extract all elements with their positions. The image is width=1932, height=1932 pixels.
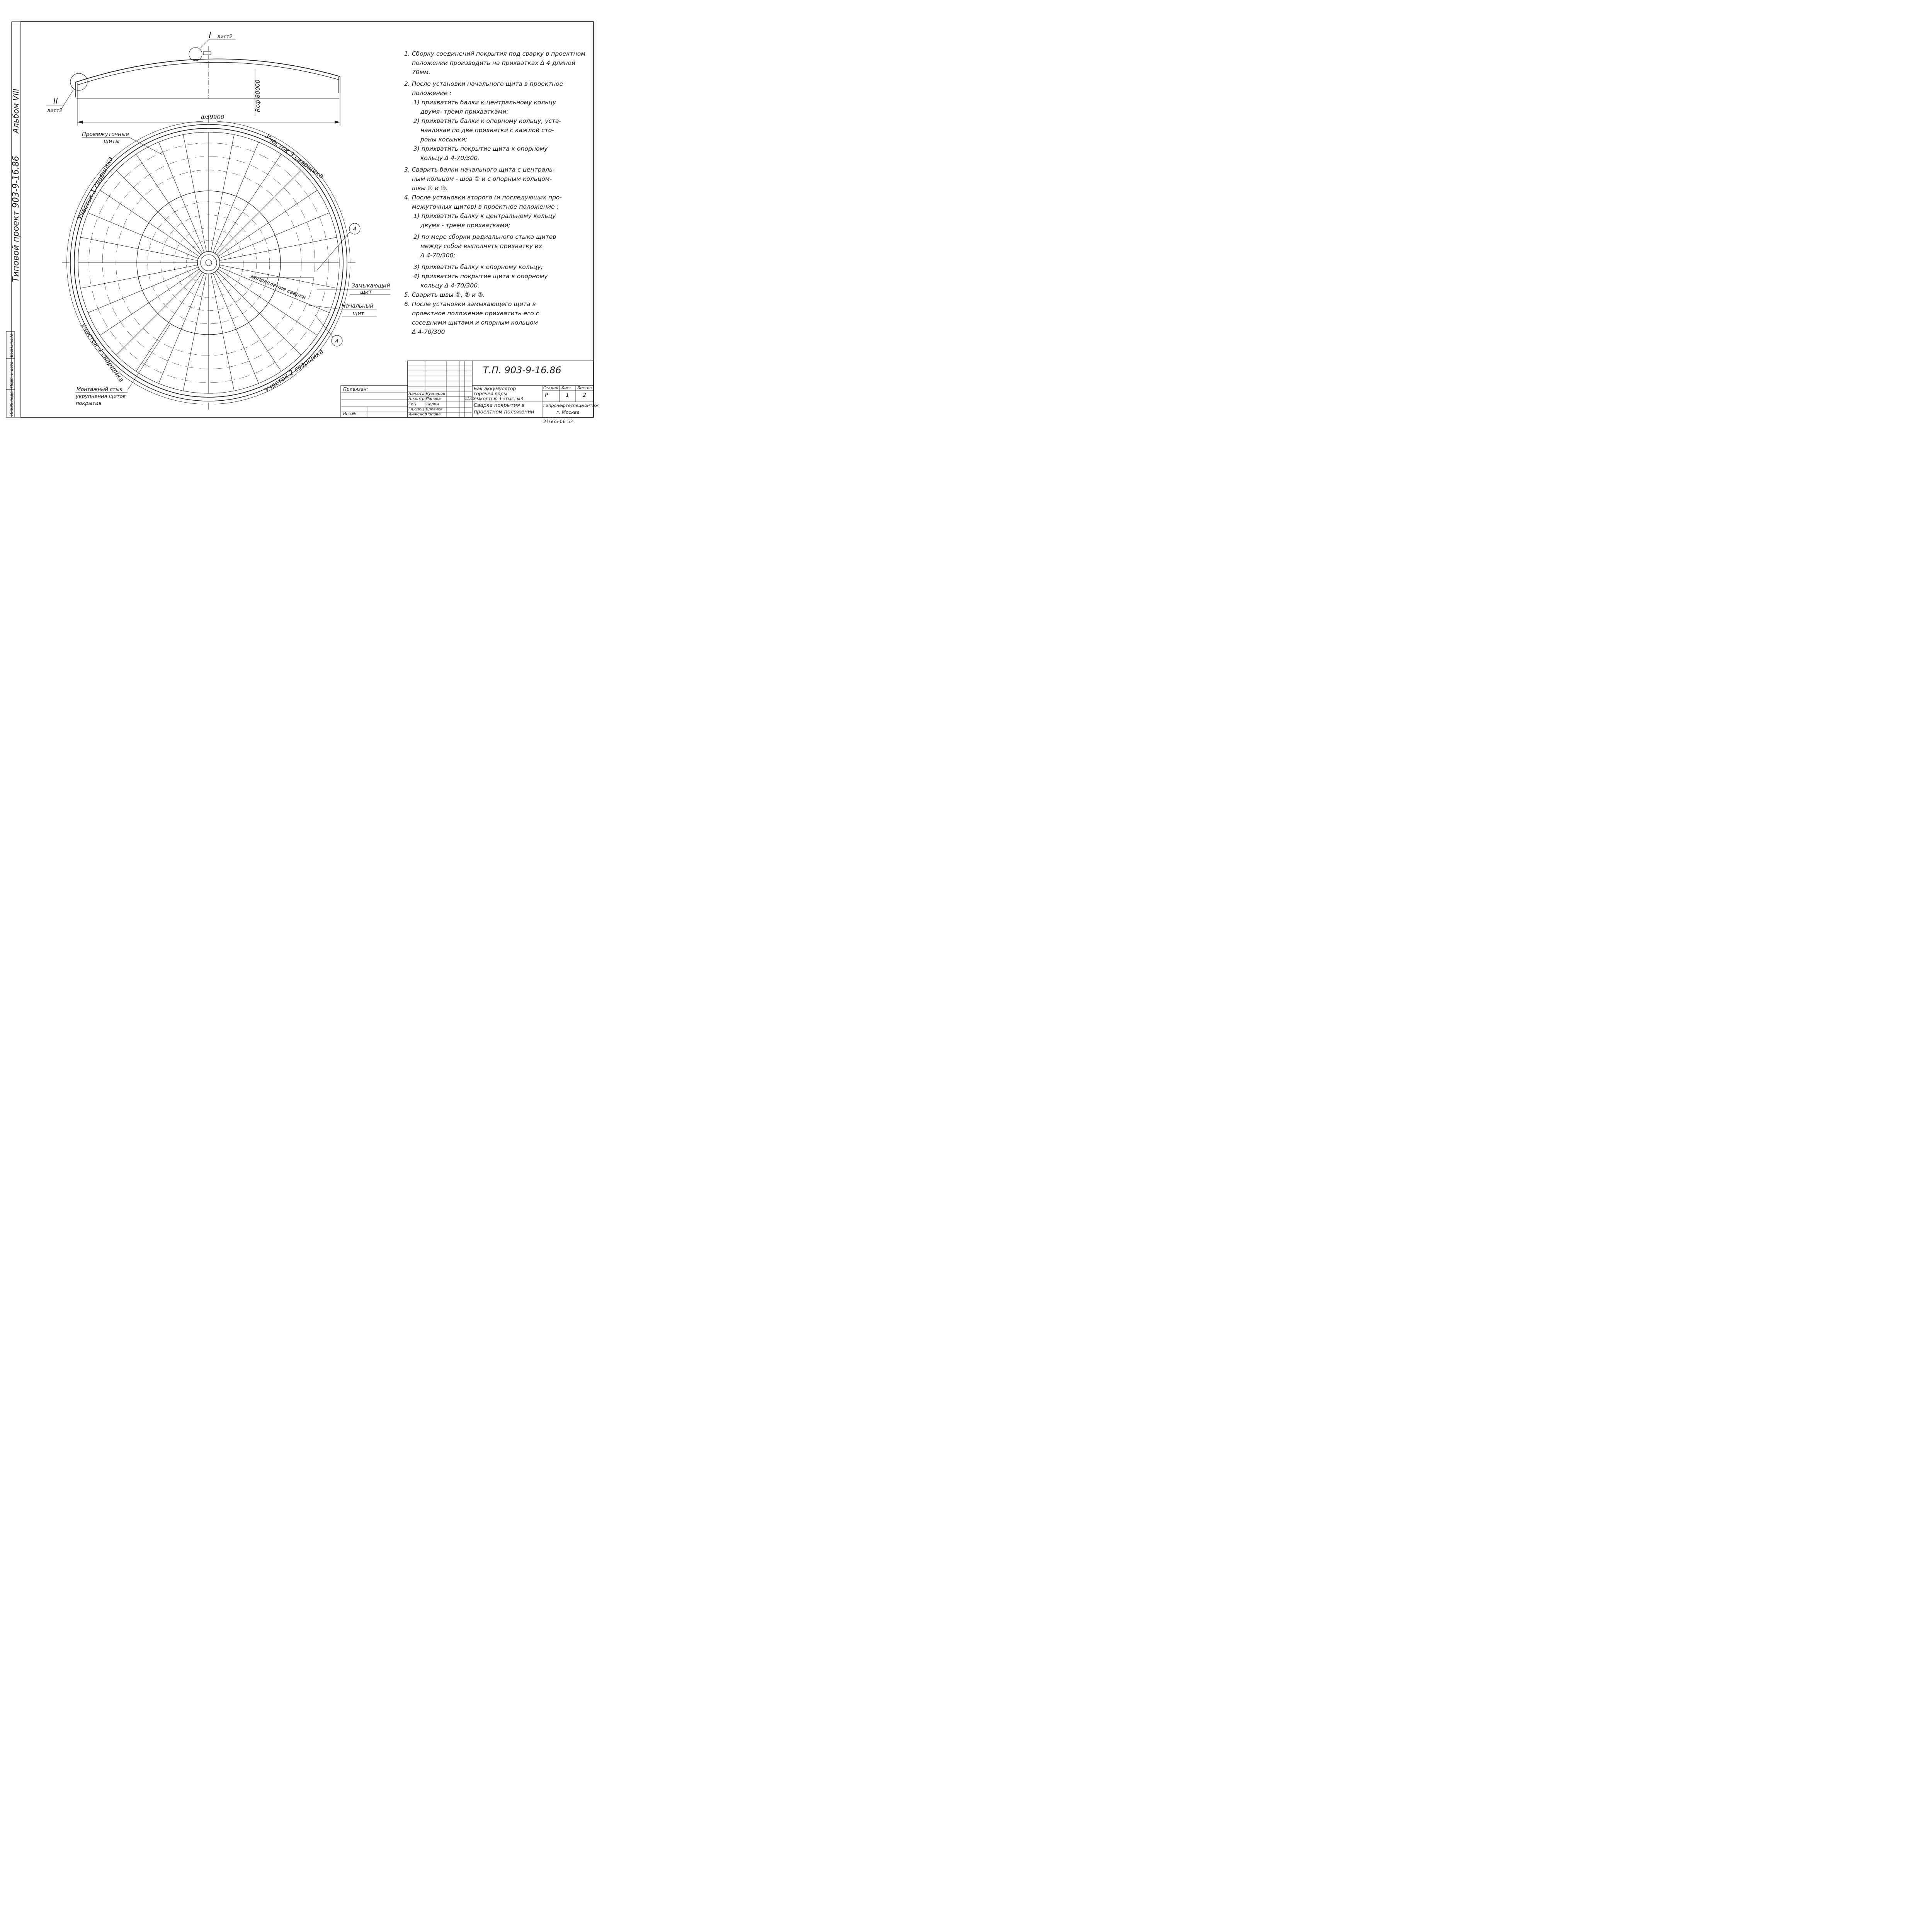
drawing-code: Т.П. 903-9-16.86 bbox=[483, 365, 561, 376]
note-line: 1. Сборку соединений покрытия под сварку в проектном bbox=[404, 50, 585, 57]
note-line: 1) прихватить балку к центральному кольцу bbox=[413, 213, 556, 219]
role-4: Гл.спец bbox=[408, 407, 424, 412]
note-line: двумя- тремя прихватками; bbox=[420, 108, 509, 115]
note-line: 3) прихватить покрытие щита к опорному bbox=[413, 145, 548, 152]
zone-4-label: Участок 4 сварщика bbox=[78, 322, 125, 384]
note-line: Δ 4-70/300 bbox=[412, 328, 445, 335]
organization: Гипронефтеспецмонтаж bbox=[543, 403, 599, 408]
radial-beam bbox=[183, 274, 206, 391]
zone-2-label: Участок 2 сварщика bbox=[263, 348, 325, 395]
callout-ii: II bbox=[53, 96, 58, 105]
stage-value: Р bbox=[545, 392, 548, 398]
sheet-title-1: Сварка покрытия в bbox=[474, 403, 525, 408]
note-line: роны косынки; bbox=[420, 136, 468, 143]
callout-4-top: 4 bbox=[353, 226, 357, 233]
signature-date: 11.85 bbox=[465, 397, 475, 401]
weld-direction-label: направление сварки bbox=[250, 273, 307, 301]
note-line: Δ 4-70/300; bbox=[420, 252, 456, 259]
stamp-inv: Инв.№ подл. bbox=[10, 390, 14, 416]
note-line: кольцу Δ 4-70/300. bbox=[420, 155, 480, 162]
radial-beam bbox=[218, 190, 317, 257]
footer-number: 21665-06 52 bbox=[543, 419, 573, 424]
role-1: Нач.отд bbox=[408, 392, 425, 396]
bound-label: Привязан: bbox=[343, 386, 368, 392]
note-line: 3. Сварить балки начального щита с централь- bbox=[404, 166, 555, 173]
role-2: Н.контр bbox=[408, 397, 425, 401]
radial-beam bbox=[211, 135, 234, 252]
stamp-sign: Подп. и дата bbox=[10, 361, 14, 388]
note-line: 1) прихватить балки к центральному кольцу bbox=[413, 99, 556, 106]
name-3: Тюрин bbox=[426, 402, 439, 406]
radial-beam bbox=[183, 135, 206, 252]
note-line: швы ② и ③. bbox=[412, 185, 448, 192]
note-line: 5. Сварить швы ①, ② и ③. bbox=[404, 291, 485, 298]
note-line: проектное положение прихватить его с bbox=[412, 310, 539, 317]
radial-beam bbox=[81, 237, 198, 260]
drawing-sheet bbox=[0, 0, 606, 440]
zone-3-label: Участок 3 сварщика bbox=[264, 133, 325, 180]
intermediate-label-2: щиты bbox=[104, 138, 120, 145]
closing-shield-label-2: щит bbox=[360, 289, 372, 295]
closing-shield-label-1: Замыкающий bbox=[352, 283, 390, 289]
object-name-1: Бак-аккумулятор bbox=[474, 386, 516, 391]
note-line: навливая по две прихватки с каждой сто- bbox=[420, 127, 554, 134]
inv-label: Инв.№ bbox=[343, 412, 356, 416]
radial-beam bbox=[81, 265, 198, 288]
note-line: кольцу Δ 4-70/300. bbox=[420, 282, 480, 289]
note-line: 2. После установки начального щита в проектное bbox=[404, 80, 563, 87]
radius-dim: Rсф 80000 bbox=[254, 80, 261, 112]
note-line: между собой выполнять прихватку их bbox=[420, 243, 543, 250]
callout-i: I bbox=[209, 31, 211, 41]
role-3: ГИП bbox=[408, 402, 417, 406]
sheets-value: 2 bbox=[583, 392, 586, 398]
name-2: Панова bbox=[426, 397, 441, 401]
joint-label-2: укрупнения щитов bbox=[76, 394, 126, 400]
note-line: 2) по мере сборки радиального стыка щитов bbox=[413, 233, 556, 240]
stage-header: Стадия bbox=[543, 386, 558, 390]
assembly-notes bbox=[402, 49, 587, 337]
note-line: 6. После установки замыкающего щита в bbox=[404, 301, 536, 308]
note-line: ным кольцом - шов ① и с опорным кольцом- bbox=[412, 175, 552, 182]
note-line: 70мм. bbox=[412, 69, 431, 76]
joint-label-1: Монтажный стык bbox=[77, 387, 123, 393]
name-5: Попова bbox=[426, 412, 441, 417]
initial-shield-label-1: Начальный bbox=[342, 303, 374, 309]
note-line: двумя - тремя прихватками; bbox=[420, 222, 510, 229]
object-name-3: емкостью 15тыс. м3 bbox=[474, 396, 524, 401]
diameter-dim: ф39900 bbox=[201, 114, 224, 121]
note-line: 4) прихватить покрытие щита к опорному bbox=[413, 273, 548, 280]
sheets-header: Листов bbox=[577, 386, 592, 390]
project-label: Типовой проект 903-9-16.86 bbox=[11, 156, 21, 282]
organization-city: г. Москва bbox=[556, 410, 580, 415]
zone-1-label: Участок 1 сварщика bbox=[76, 155, 115, 221]
callout-4-bottom: 4 bbox=[335, 338, 339, 345]
roof-section-view bbox=[46, 40, 340, 126]
intermediate-label-1: Промежуточные bbox=[82, 131, 129, 138]
sheet-title-2: проектном положении bbox=[474, 409, 534, 415]
callout-i-sheet: лист2 bbox=[217, 34, 233, 40]
note-line: соседними щитами и опорным кольцом bbox=[412, 319, 538, 326]
role-5: Инженер bbox=[408, 412, 427, 417]
name-4: Бровчев bbox=[426, 407, 443, 412]
radial-beam bbox=[219, 237, 337, 260]
note-line: 3) прихватить балку к опорному кольцу; bbox=[413, 264, 543, 270]
object-name-2: горячей воды bbox=[474, 391, 507, 396]
note-line: положение : bbox=[412, 90, 452, 97]
sheet-value: 1 bbox=[566, 392, 569, 398]
joint-label-3: покрытия bbox=[76, 401, 102, 406]
note-line: 4. После установки второго (и последующих про- bbox=[404, 194, 562, 201]
stamp-replace: Взам.инв.№ bbox=[10, 333, 14, 357]
side-stamp bbox=[6, 332, 15, 417]
radial-beam bbox=[211, 274, 234, 391]
note-line: межуточных щитов) в проектное положение : bbox=[412, 203, 559, 210]
name-1: Кузнецов bbox=[426, 392, 445, 396]
initial-shield-label-2: щит bbox=[352, 311, 364, 317]
note-line: положении производить на прихватках Δ 4 длиной bbox=[412, 60, 576, 66]
note-line: 2) прихватить балки к опорному кольцу, уста- bbox=[413, 117, 561, 124]
callout-ii-sheet: лист2 bbox=[47, 108, 63, 114]
album-label: Альбом VIII bbox=[11, 88, 20, 133]
sheet-header: Лист bbox=[561, 386, 571, 390]
